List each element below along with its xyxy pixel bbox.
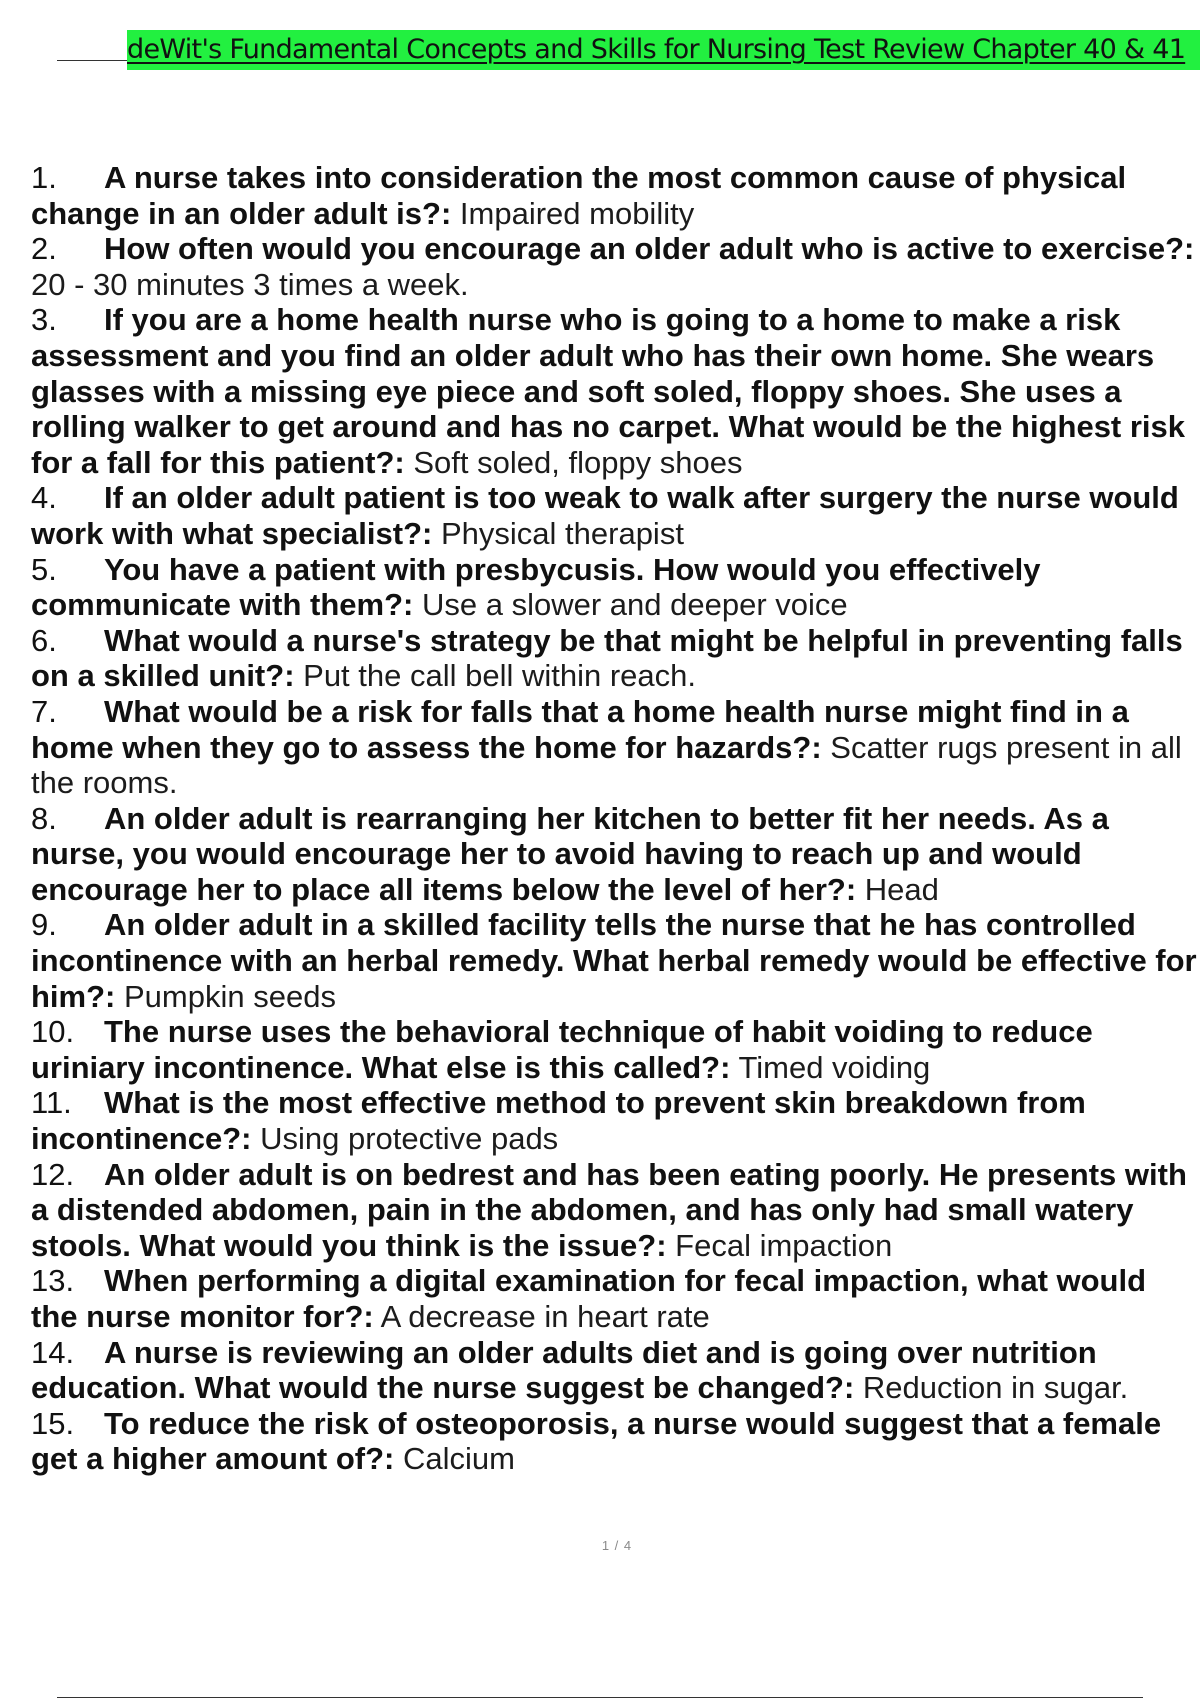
question-text: An older adult is rearranging her kitchen to better fit her needs. As a nurse, you would encourage her to avoid having to reach up and would encourage her to place all items below the level of her?: (31, 800, 1109, 907)
answer-text: Fecal impaction (675, 1227, 893, 1263)
list-item (31, 552, 1200, 623)
answer-text: Put the call bell within reach. (303, 658, 697, 694)
list-item (31, 1263, 1200, 1334)
question-text: How often would you encourage an older adult who is active to exercise?: (104, 231, 1195, 267)
question-text: If you are a home health nurse who is going to a home to make a risk assessment and you find an older adult who has their own home. She wears glasses with a missing eye piece and soft soled, floppy shoes. She uses a rolling walker to get around and has no carpet. What would be the highest risk for a fall for this patient?: (31, 302, 1186, 480)
answer-text: 20 - 30 minutes 3 times a week. (31, 266, 469, 302)
answer-text: Timed voiding (738, 1049, 931, 1085)
answer-text: A decrease in heart rate (380, 1299, 710, 1334)
answer-text: Soft soled, floppy shoes (413, 444, 743, 480)
list-item (31, 1335, 1200, 1406)
question-number: 4. (31, 480, 57, 516)
question-number: 1. (31, 160, 57, 195)
list-item (31, 160, 1200, 231)
answer-text: Physical therapist (440, 515, 684, 551)
answer-text: Impaired mobility (459, 195, 695, 231)
question-number: 14. (31, 1334, 75, 1370)
question-number: 2. (31, 231, 57, 267)
answer-text: Use a slower and deeper voice (422, 587, 848, 623)
answer-text: Reduction in sugar. (862, 1370, 1129, 1406)
question-text: What would a nurse's strategy be that might be helpful in preventing falls on a skilled unit?: (31, 622, 1183, 694)
document-title: deWit's Fundamental Concepts and Skills for Nursing Test Review Chapter 40 & 41 (127, 30, 1200, 70)
list-item (31, 1014, 1200, 1085)
question-number: 6. (31, 622, 57, 658)
list-item (31, 231, 1200, 302)
question-number: 3. (31, 302, 57, 338)
answer-text: Calcium (403, 1441, 515, 1477)
question-text: You have a patient with presbycusis. How would you effectively communicate with them?: (31, 551, 1041, 623)
question-text: A nurse is reviewing an older adults diet and is going over nutrition education. What would the nurse suggest be changed?: (31, 1334, 1097, 1406)
answer-text: Head (864, 871, 939, 907)
header-rule (57, 60, 127, 61)
question-text: If an older adult patient is too weak to walk after surgery the nurse would work with what specialist?: (31, 480, 1179, 551)
question-number: 13. (31, 1263, 75, 1299)
list-item (31, 302, 1200, 480)
question-text: What is the most effective method to prevent skin breakdown from incontinence?: (31, 1085, 1086, 1157)
answer-text: Pumpkin seeds (124, 978, 336, 1014)
question-list (31, 160, 1200, 1477)
list-item (31, 480, 1200, 551)
list-item (31, 1157, 1200, 1264)
question-text: A nurse takes into consideration the most common cause of physical change in an older adult is?: (31, 160, 1127, 231)
question-number: 9. (31, 907, 57, 943)
question-number: 7. (31, 693, 57, 729)
question-text: An older adult is on bedrest and has been eating poorly. He presents with a distended abdomen, pain in the abdomen, and has only had small watery stools. What would you think is the issue?: (31, 1156, 1187, 1263)
question-text: To reduce the risk of osteoporosis, a nurse would suggest that a female get a higher amount of?: (31, 1405, 1162, 1477)
answer-text: Using protective pads (260, 1121, 559, 1157)
list-item (31, 1085, 1200, 1156)
page-number: 1 / 4 (601, 1538, 633, 1553)
question-text: The nurse uses the behavioral technique of habit voiding to reduce uriniary incontinence. What else is this called?: (31, 1014, 1093, 1085)
question-number: 11. (31, 1085, 72, 1121)
footer-rule (57, 1697, 1143, 1698)
list-item (31, 801, 1200, 908)
question-number: 10. (31, 1014, 75, 1050)
question-text: An older adult in a skilled facility tells the nurse that he has controlled incontinence with an herbal remedy. What herbal remedy would be effective for him?: (31, 907, 1197, 1014)
question-number: 12. (31, 1156, 75, 1192)
question-number: 8. (31, 800, 57, 836)
question-text: When performing a digital examination for fecal impaction, what would the nurse monitor for?: (31, 1263, 1147, 1334)
question-number: 15. (31, 1405, 75, 1441)
list-item (31, 694, 1200, 801)
list-item (31, 1406, 1200, 1477)
list-item (31, 623, 1200, 694)
answer-text: Scatter rugs present in all the rooms. (31, 729, 1182, 801)
list-item (31, 907, 1200, 1014)
question-text: What would be a risk for falls that a home health nurse might find in a home when they go to assess the home for hazards?: (31, 693, 1129, 765)
question-number: 5. (31, 551, 57, 587)
